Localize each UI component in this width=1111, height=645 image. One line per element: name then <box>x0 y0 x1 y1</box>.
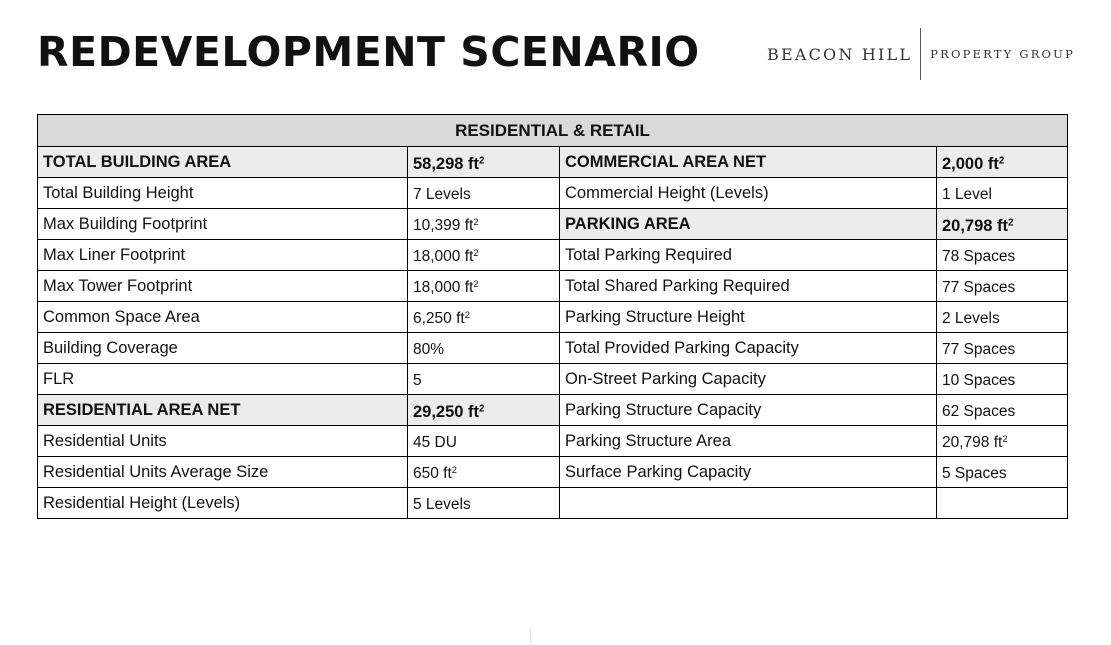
right-value-cell <box>937 240 1068 271</box>
value-text: 5 Levels <box>413 496 471 513</box>
left-label-cell: FLR <box>38 364 408 395</box>
footer-divider <box>530 628 531 644</box>
table-row <box>38 333 1068 364</box>
right-value-cell <box>937 302 1068 333</box>
left-value-cell <box>408 178 560 209</box>
left-value-cell <box>408 364 560 395</box>
right-value-cell <box>937 147 1068 178</box>
value-text: 78 Spaces <box>942 248 1016 265</box>
value-text: 80% <box>413 341 445 358</box>
right-label-cell: Total Shared Parking Required <box>560 271 937 302</box>
unit-superscript: 2 <box>479 403 485 415</box>
logo-text-property-group: PROPERTY GROUP <box>930 47 1076 61</box>
left-value-cell <box>408 333 560 364</box>
right-label-cell: On-Street Parking Capacity <box>560 364 937 395</box>
right-value-cell <box>937 364 1068 395</box>
value-text: 2,000 ft <box>942 154 999 173</box>
unit-superscript: 2 <box>1008 217 1014 229</box>
right-label-cell: PARKING AREA <box>560 209 937 240</box>
right-value-cell <box>937 333 1068 364</box>
value-text: 77 Spaces <box>942 279 1016 296</box>
table-row <box>38 147 1068 178</box>
value-text: 62 Spaces <box>942 403 1016 420</box>
left-label-cell: Max Building Footprint <box>38 209 408 240</box>
value-text: 650 ft <box>413 465 452 482</box>
left-label-cell: RESIDENTIAL AREA NET <box>38 395 408 426</box>
right-label-cell: Parking Structure Height <box>560 302 937 333</box>
unit-superscript: 2 <box>473 216 479 227</box>
right-label-cell: Total Parking Required <box>560 240 937 271</box>
value-text: 10,399 ft <box>413 217 474 234</box>
right-value-cell <box>937 395 1068 426</box>
right-label-cell: Surface Parking Capacity <box>560 457 937 488</box>
right-value-cell <box>937 209 1068 240</box>
right-value-cell <box>937 271 1068 302</box>
logo-text-beacon-hill: BEACON HILL <box>767 44 913 64</box>
unit-superscript: 2 <box>473 247 479 258</box>
left-label-cell: Max Liner Footprint <box>38 240 408 271</box>
right-label-cell: COMMERCIAL AREA NET <box>560 147 937 178</box>
value-text: 10 Spaces <box>942 372 1016 389</box>
value-text: 1 Level <box>942 186 992 203</box>
left-label-cell: Residential Units Average Size <box>38 457 408 488</box>
left-value-cell <box>408 147 560 178</box>
left-label-cell: Total Building Height <box>38 178 408 209</box>
value-text: 6,250 ft <box>413 310 465 327</box>
table-header: RESIDENTIAL & RETAIL <box>38 115 1068 147</box>
left-label-cell: Residential Units <box>38 426 408 457</box>
right-value-cell <box>937 457 1068 488</box>
left-value-cell <box>408 395 560 426</box>
left-value-cell <box>408 271 560 302</box>
value-text: 7 Levels <box>413 186 471 203</box>
table-row <box>38 240 1068 271</box>
unit-superscript: 2 <box>451 464 457 475</box>
left-label-cell: Residential Height (Levels) <box>38 488 408 519</box>
left-label-cell: TOTAL BUILDING AREA <box>38 147 408 178</box>
right-value-cell <box>937 178 1068 209</box>
unit-superscript: 2 <box>998 155 1005 167</box>
unit-superscript: 2 <box>473 278 479 289</box>
table-row <box>38 209 1068 240</box>
value-text: 18,000 ft <box>413 248 474 265</box>
left-label-cell: Max Tower Footprint <box>38 271 408 302</box>
right-label-cell: Commercial Height (Levels) <box>560 178 937 209</box>
right-label-cell: Total Provided Parking Capacity <box>560 333 937 364</box>
scenario-table <box>37 114 1068 519</box>
table-row <box>38 271 1068 302</box>
unit-superscript: 2 <box>479 155 485 167</box>
value-text: 2 Levels <box>942 310 1000 327</box>
unit-superscript: 2 <box>464 309 470 320</box>
left-value-cell <box>408 426 560 457</box>
company-logo <box>767 28 1075 80</box>
value-text: 20,798 ft <box>942 216 1009 235</box>
value-text: 18,000 ft <box>413 279 474 296</box>
value-text: 58,298 ft <box>413 154 480 173</box>
left-value-cell <box>408 209 560 240</box>
unit-superscript: 2 <box>1002 433 1008 444</box>
left-label-cell: Building Coverage <box>38 333 408 364</box>
right-value-cell <box>937 426 1068 457</box>
value-text: 20,798 ft <box>942 434 1003 451</box>
value-text: 29,250 ft <box>413 402 480 421</box>
table-row <box>38 395 1068 426</box>
left-label-cell: Common Space Area <box>38 302 408 333</box>
table-row <box>38 302 1068 333</box>
right-label-cell <box>560 488 937 519</box>
left-value-cell <box>408 302 560 333</box>
right-value-cell <box>937 488 1068 519</box>
right-label-cell: Parking Structure Area <box>560 426 937 457</box>
value-text: 77 Spaces <box>942 341 1016 358</box>
right-label-cell: Parking Structure Capacity <box>560 395 937 426</box>
table-row <box>38 488 1068 519</box>
value-text: 45 DU <box>413 434 457 451</box>
left-value-cell <box>408 457 560 488</box>
page-title: REDEVELOPMENT SCENARIO <box>37 28 700 76</box>
left-value-cell <box>408 240 560 271</box>
left-value-cell <box>408 488 560 519</box>
value-text: 5 <box>413 372 422 389</box>
value-text: 5 Spaces <box>942 465 1007 482</box>
table-row <box>38 457 1068 488</box>
table-row <box>38 364 1068 395</box>
table-row <box>38 426 1068 457</box>
table-header-row <box>38 115 1068 147</box>
table-row <box>38 178 1068 209</box>
